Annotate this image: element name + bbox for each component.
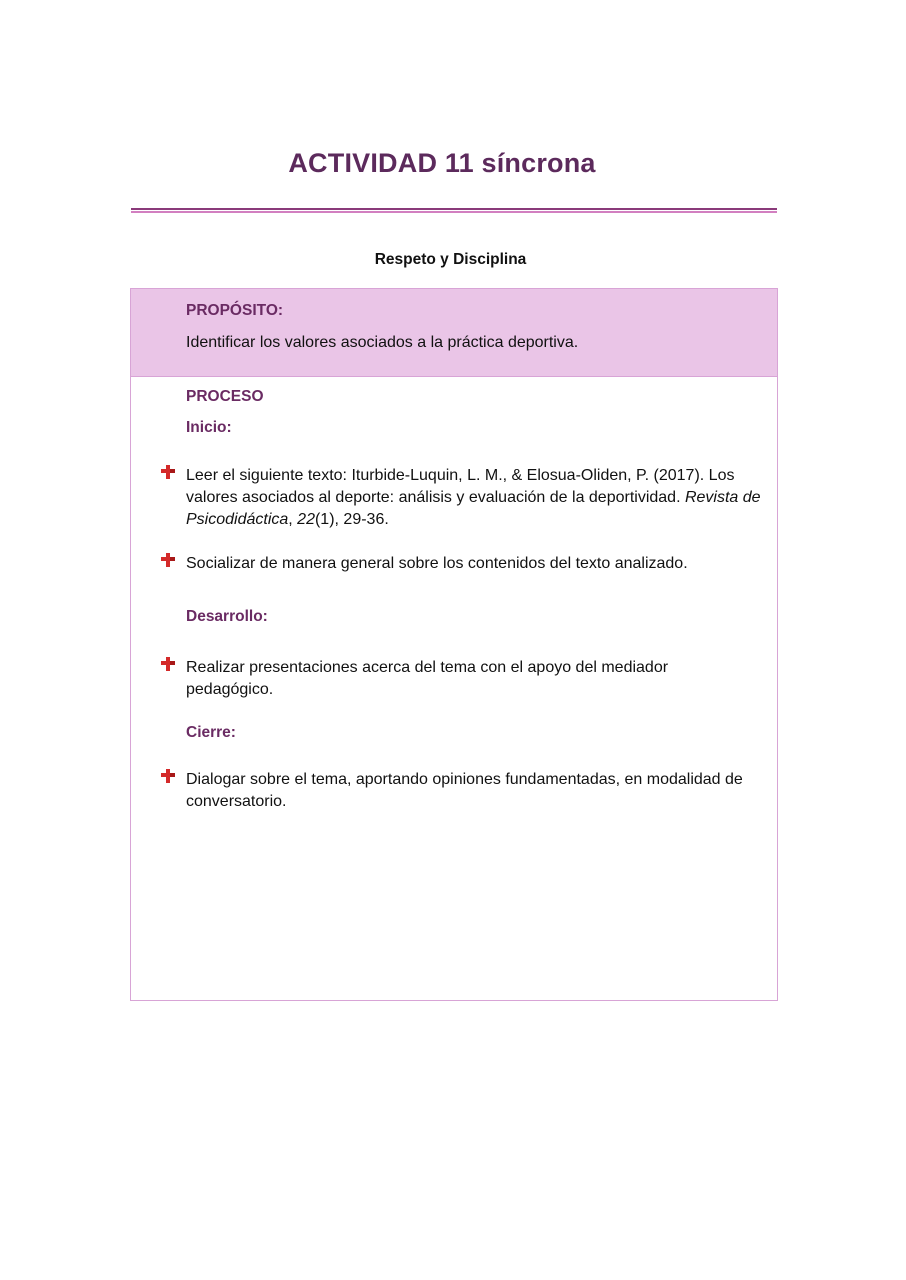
purpose-text: Identificar los valores asociados a la práctica deportiva.: [186, 334, 579, 351]
inicio-item-reading: [186, 465, 771, 531]
citation-pages: (1), 29-36.: [314, 511, 389, 528]
purpose-label: PROPÓSITO:: [186, 302, 284, 319]
citation-separator: ,: [288, 511, 298, 528]
journal-volume: 22: [297, 511, 315, 528]
document-subtitle: Respeto y Disciplina: [374, 251, 527, 268]
red-cross-bullet-icon: [159, 656, 177, 672]
cierre-item-dialogar: Dialogar sobre el tema, aportando opiniones fundamentadas, en modalidad de conversatorio.: [186, 771, 743, 810]
purpose-section: [131, 289, 777, 377]
title-rule-thin: [131, 211, 777, 213]
inicio-label: Inicio:: [186, 419, 232, 436]
desarrollo-label: Desarrollo:: [186, 608, 268, 625]
process-label: PROCESO: [186, 388, 264, 405]
red-cross-bullet-icon: [159, 464, 177, 480]
inicio-item-socializar: Socializar de manera general sobre los contenidos del texto analizado.: [186, 555, 688, 572]
cierre-label: Cierre:: [186, 724, 236, 741]
red-cross-bullet-icon: [159, 768, 177, 784]
red-cross-bullet-icon: [159, 552, 177, 568]
document-title: ACTIVIDAD 11 síncrona: [288, 148, 596, 178]
reading-citation: Leer el siguiente texto: Iturbide-Luquin, L. M., & Elosua-Oliden, P. (2017). Los valores asociados al deporte: análisis y evaluación de la deportividad.: [186, 467, 735, 506]
desarrollo-item-presentaciones: Realizar presentaciones acerca del tema con el apoyo del mediador pedagógico.: [186, 659, 669, 698]
title-rule-thick: [131, 208, 777, 210]
journal-name: Revista de Psicodidáctica: [186, 489, 761, 528]
activity-box: [130, 288, 778, 1001]
